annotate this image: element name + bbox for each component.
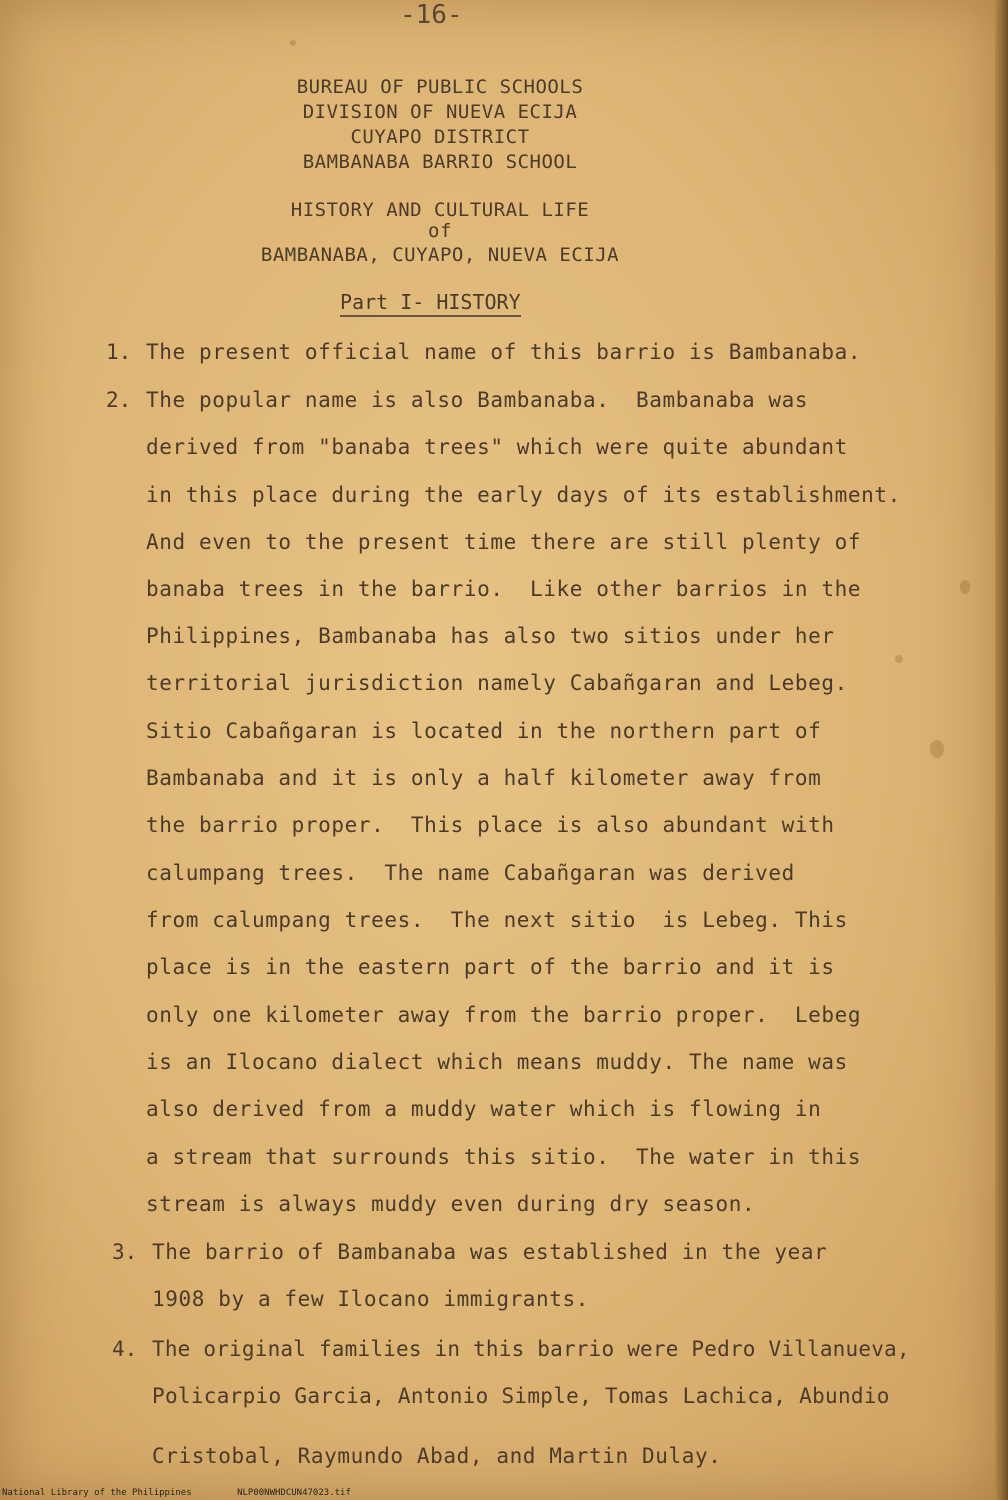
text-line: Cristobal, Raymundo Abad, and Martin Dulay. <box>152 1444 722 1468</box>
text-line: Philippines, Bambanaba has also two sitios under her <box>146 624 835 648</box>
text-line: also derived from a muddy water which is flowing in <box>146 1097 822 1121</box>
text-line: 1908 by a few Ilocano immigrants. <box>152 1287 590 1311</box>
ink-spot <box>895 655 903 663</box>
text-line: a stream that surrounds this sitio. The water in this <box>146 1145 862 1169</box>
scan-footer <box>2 1488 391 1498</box>
text-line: Bambanaba and it is only a half kilometer away from <box>146 766 822 790</box>
text-line: in this place during the early days of its establishment. <box>146 483 901 507</box>
text-line: Policarpio Garcia, Antonio Simple, Tomas Lachica, Abundio <box>152 1384 890 1408</box>
header-line: DIVISION OF NUEVA ECIJA <box>302 101 578 123</box>
text-line: The barrio of Bambanaba was established in the year <box>152 1240 828 1264</box>
section-title: Part I- HISTORY <box>340 290 521 317</box>
text-line: only one kilometer away from the barrio proper. Lebeg <box>146 1003 862 1027</box>
text-line: Sitio Cabañgaran is located in the northern part of <box>146 719 822 743</box>
page-number: -16- <box>400 0 463 30</box>
text-line: And even to the present time there are still plenty of <box>146 530 862 554</box>
title-line: BAMBANABA, CUYAPO, NUEVA ECIJA <box>260 244 620 266</box>
text-line: the barrio proper. This place is also abundant with <box>146 813 835 837</box>
file-id-label: NLP00NWHDCUN47023.tif <box>237 1488 351 1498</box>
title-line: HISTORY AND CULTURAL LIFE <box>290 199 590 221</box>
ink-spot <box>290 40 296 46</box>
text-line: place is in the eastern part of the barrio and it is <box>146 955 835 979</box>
item-number: 3. <box>112 1240 138 1264</box>
ink-spot <box>930 740 944 758</box>
library-label: National Library of the Philippines <box>2 1488 192 1498</box>
text-line: calumpang trees. The name Cabañgaran was derived <box>146 861 795 885</box>
ink-spot <box>960 580 970 594</box>
header-line: BUREAU OF PUBLIC SCHOOLS <box>296 76 584 98</box>
text-line: The present official name of this barrio is Bambanaba. <box>146 340 862 364</box>
text-line: derived from "banaba trees" which were quite abundant <box>146 435 848 459</box>
text-line: stream is always muddy even during dry season. <box>146 1192 756 1216</box>
item-number: 4. <box>112 1337 138 1361</box>
text-line: banaba trees in the barrio. Like other barrios in the <box>146 577 862 601</box>
header-line: CUYAPO DISTRICT <box>350 126 530 148</box>
header-line: BAMBANABA BARRIO SCHOOL <box>302 151 578 173</box>
text-line: from calumpang trees. The next sitio is Lebeg. This <box>146 908 848 932</box>
title-line: of <box>428 220 452 242</box>
text-line: territorial jurisdiction namely Cabañgaran and Lebeg. <box>146 671 848 695</box>
text-line: The popular name is also Bambanaba. Bambanaba was <box>146 388 809 412</box>
item-number: 2. <box>106 388 132 412</box>
text-line: is an Ilocano dialect which means muddy. The name was <box>146 1050 848 1074</box>
text-line: The original families in this barrio were Pedro Villanueva, <box>152 1337 910 1361</box>
item-number: 1. <box>106 340 132 364</box>
page-edge <box>995 0 1008 1500</box>
